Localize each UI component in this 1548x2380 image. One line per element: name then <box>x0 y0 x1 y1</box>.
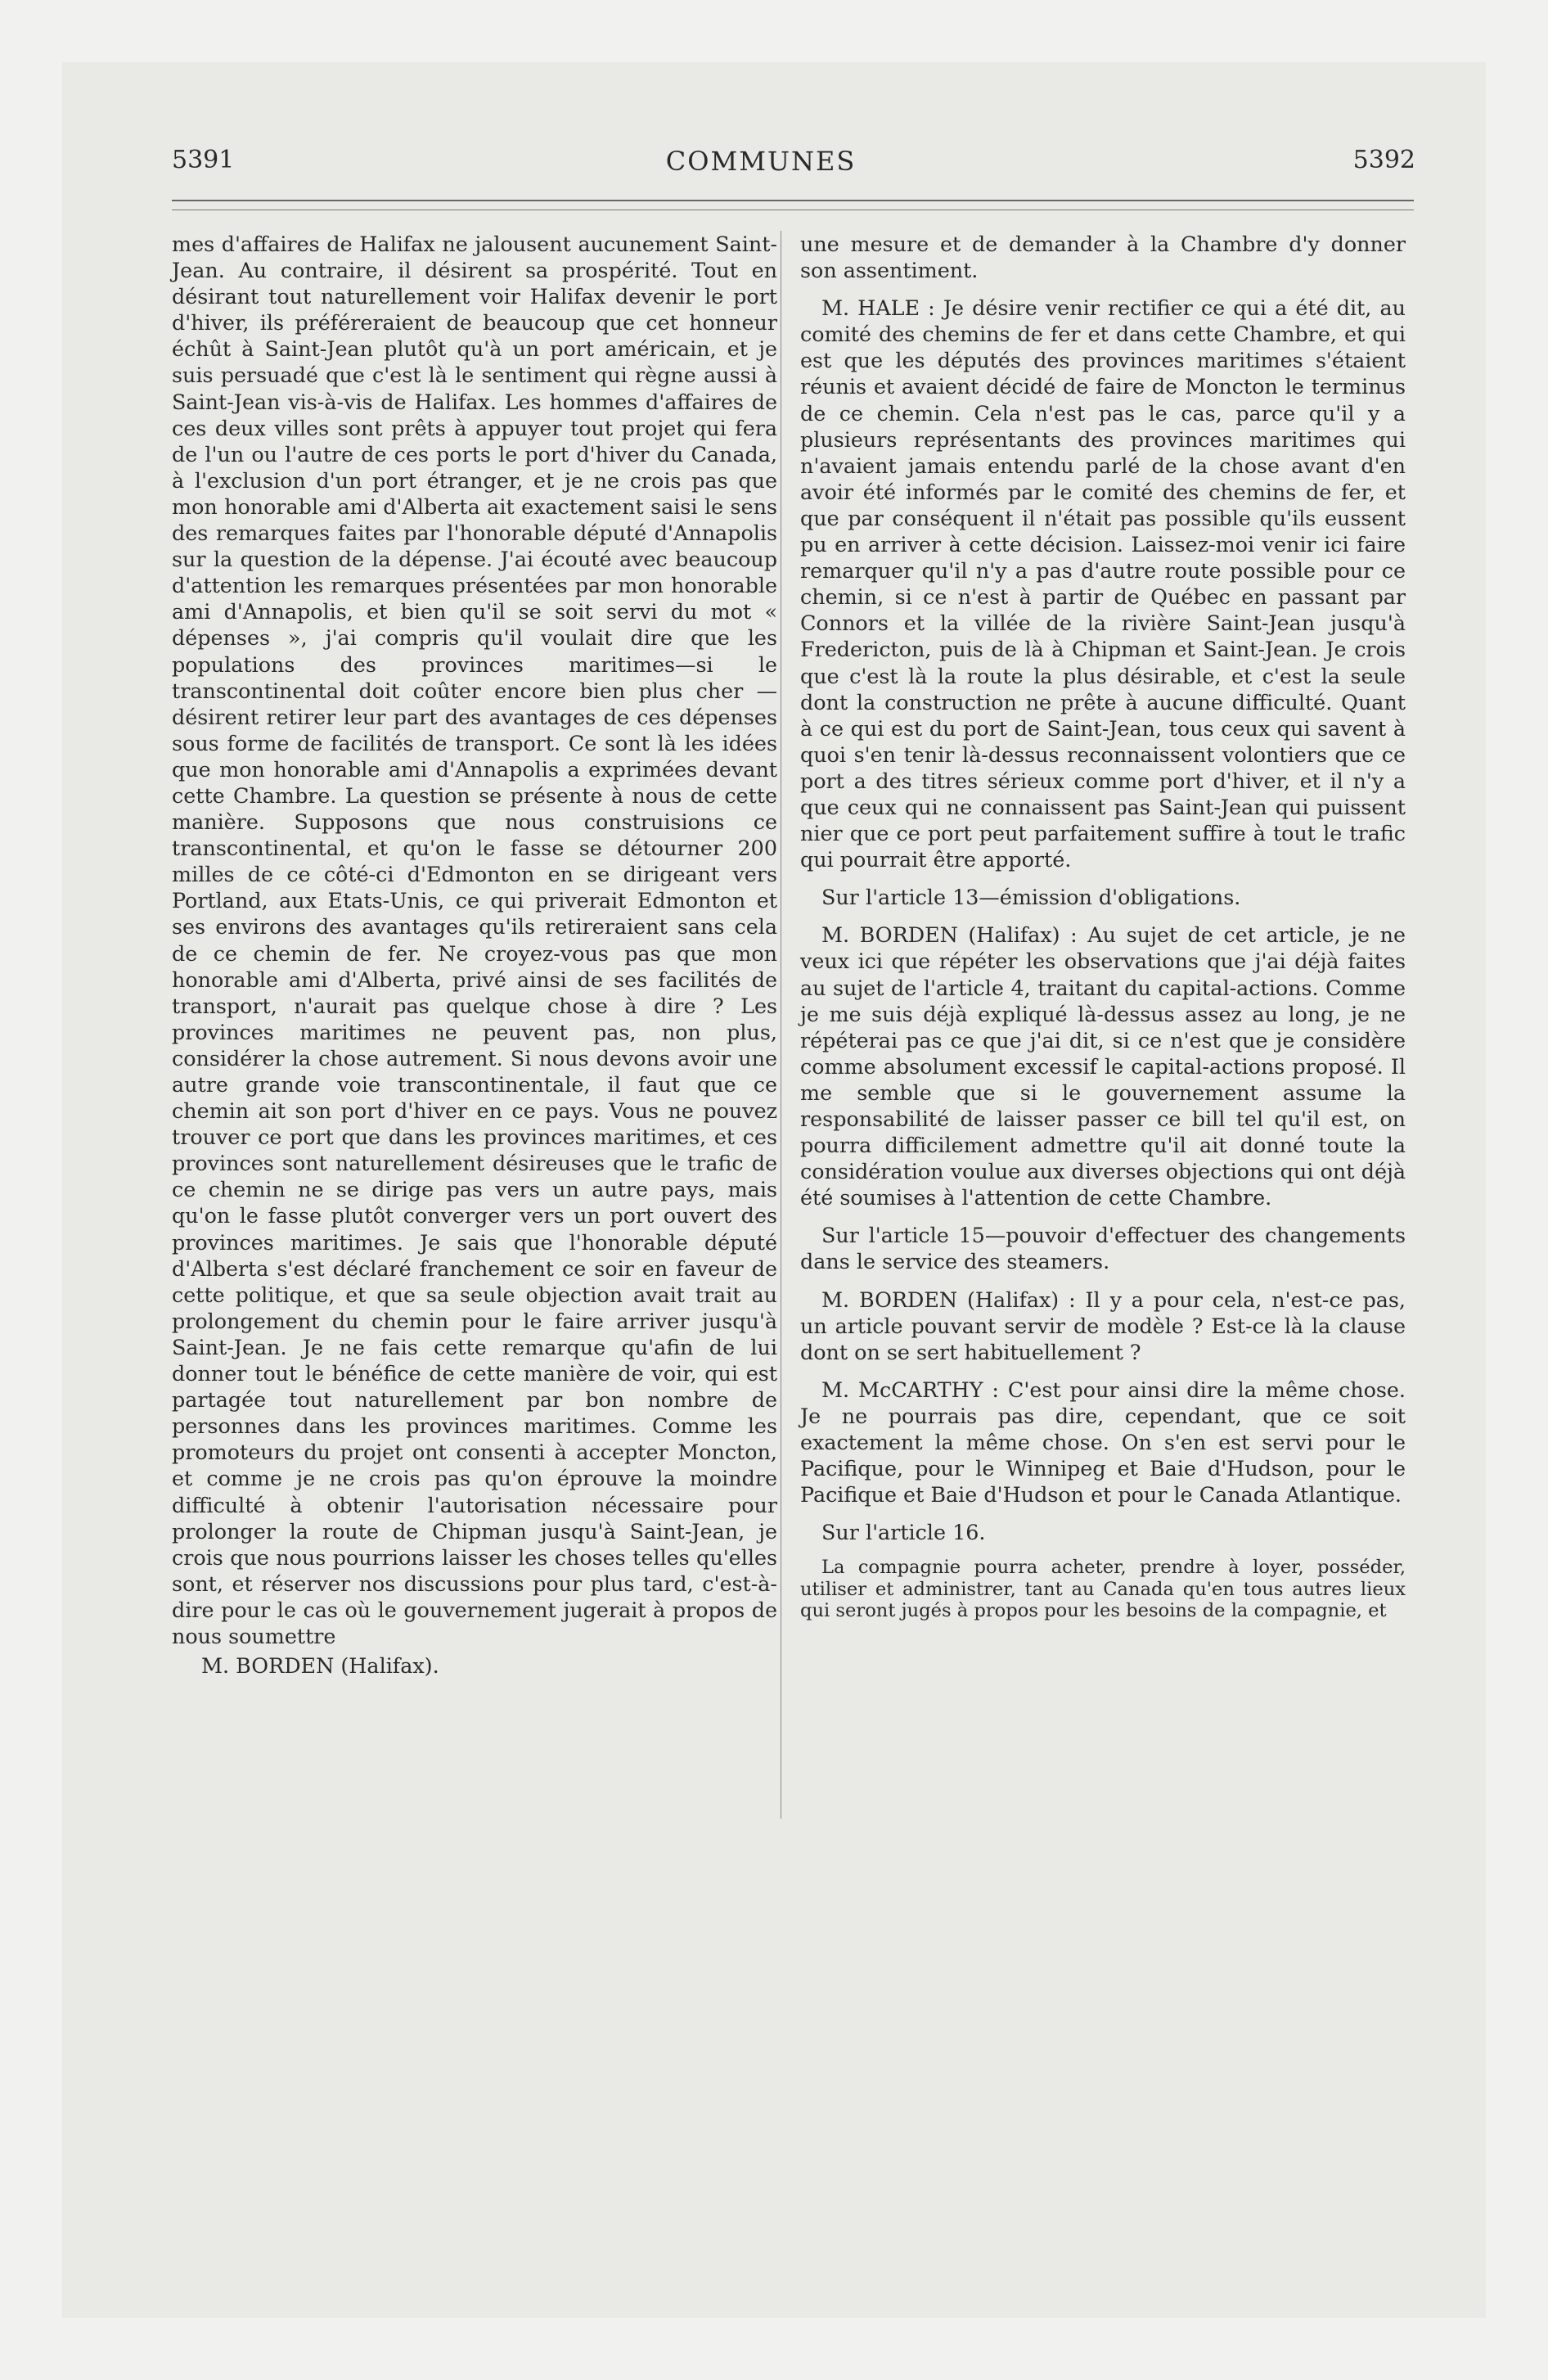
header-rule-thick <box>172 200 1414 201</box>
paragraph: M. HALE : Je désire venir rectifier ce qui a été dit, au comité des chemins de fer et dans cette Chambre, et qui est que les députés des provinces maritimes s'étaient réunis et avaient décidé de faire de Moncton le terminus de ce chemin. Cela n'est pas le cas, parce qu'il y a plusieurs représentants des provinces maritimes qui n'avaient jamais entendu parlé de la chose avant d'en avoir été informés par le comité des chemins de fer, et que par conséquent il n'était pas possible qu'ils eussent pu en arriver à cette décision. Laissez-moi venir ici faire remarquer qu'il n'y a pas d'autre route possible pour ce chemin, si ce n'est à partir de Québec en passant par Connors et la villée de la rivière Saint-Jean jusqu'à Fredericton, puis de là à Chipman et Saint-Jean. Je crois que c'est là la route la plus désirable, et c'est la seule dont la construction ne prête à aucune difficulté. Quant à ce qui est du port de Saint-Jean, tous ceux qui savent à quoi s'en tenir là-dessus reconnaissent volontiers que ce port a des titres sérieux comme port d'hiver, et il n'y a que ceux qui ne connaissent pas Saint-Jean qui puissent nier que ce port peut parfaitement suffire à tout le trafic qui pourrait être apporté. <box>800 295 1406 872</box>
paragraph: M. McCARTHY : C'est pour ainsi dire la même chose. Je ne pourrais pas dire, cependant, que ce soit exactement la même chose. On s'en est servi pour le Pacifique, pour le Winnipeg et Baie d'Hudson, pour le Pacifique et Baie d'Hudson et pour le Canada Atlantique. <box>800 1377 1406 1508</box>
paragraph: M. BORDEN (Halifax) : Au sujet de cet article, je ne veux ici que répéter les observations que j'ai déjà faites au sujet de l'article 4, traitant du capital-actions. Comme je me suis déjà expliqué là-dessus assez au long, je ne répéterai pas ce que j'ai dit, si ce n'est que je considère comme absolument excessif le capital-actions proposé. Il me semble que si le gouvernement assume la responsabilité de laisser passer ce bill tel qu'il est, on pourra difficilement admettre qu'il ait donné toute la considération voulue aux diverses objections qui ont déjà été soumises à l'attention de cette Chambre. <box>800 922 1406 1210</box>
section-heading: Sur l'article 16. <box>821 1520 986 1545</box>
paragraph: mes d'affaires de Halifax ne jalousent aucunement Saint-Jean. Au contraire, il désirent sa prospérité. Tout en désirant tout naturellement voir Halifax devenir le port d'hiver, ils préféreraient de beaucoup que cet honneur échût à Saint-Jean plutôt qu'à un port américain, et je suis persuadé que c'est là le sentiment qui règne aussi à Saint-Jean vis-à-vis de Halifax. Les hommes d'affaires de ces deux villes sont prêts à appuyer tout projet qui fera de l'un ou l'autre de ces ports le port d'hiver du Canada, à l'exclusion d'un port étranger, et je ne crois pas que mon honorable ami d'Alberta ait exactement saisi le sens des remarques faites par l'honorable député d'Annapolis sur la question de la dépense. J'ai écouté avec beaucoup d'attention les remarques présentées par mon honorable ami d'Annapolis, et bien qu'il se soit servi du mot « dépenses », j'ai compris qu'il voulait dire que les populations des provinces maritimes—si le transcontinental doit coûter encore bien plus cher —désirent retirer leur part des avantages de ces dépenses sous forme de facilités de transport. Ce sont là les idées que mon honorable ami d'Annapolis a exprimées devant cette Chambre. La question se présente à nous de cette manière. Supposons que nous construisions ce transcontinental, et qu'on le fasse se détourner 200 milles de ce côté-ci d'Edmonton en se dirigeant vers Portland, aux Etats-Unis, ce qui priverait Edmonton et ses environs des avantages qu'ils retireraient sans cela de ce chemin de fer. Ne croyez-vous pas que mon honorable ami d'Alberta, privé ainsi de ses facilités de transport, n'aurait pas quelque chose à dire ? Les provinces maritimes ne peuvent pas, non plus, considérer la chose autrement. Si nous devons avoir une autre grande voie transcontinentale, il faut que ce chemin ait son port d'hiver en ce pays. Vous ne pouvez trouver ce port que dans les provinces maritimes, et ces provinces sont naturellement désireuses que le trafic de ce chemin ne se dirige pas vers un autre pays, mais qu'on le fasse plutôt converger vers un port ouvert des provinces maritimes. Je sais que l'honorable député d'Alberta s'est déclaré franchement ce soir en faveur de cette politique, et que sa seule objection avait trait au prolongement du chemin pour le faire arriver jusqu'à Saint-Jean. Je ne fais cette remarque qu'afin de lui donner tout le bénéfice de cette manière de voir, qui est partagée tout naturellement par bon nombre de personnes dans les provinces maritimes. Comme les promoteurs du projet ont consenti à accepter Moncton, et comme je ne crois pas qu'on éprouve la moindre difficulté à obtenir l'autorisation nécessaire pour prolonger la route de Chipman jusqu'à Saint-Jean, je crois que nous pourrions laisser les choses telles qu'elles sont, et réserver nos discussions pour plus tard, c'est-à-dire pour le cas où le gouvernement jugerait à propos de nous soumettre <box>172 232 777 1648</box>
quoted-article: La compagnie pourra acheter, prendre à loyer, posséder, utiliser et administrer, tant au Canada qu'en tous autres lieux qui seront jugés à propos pour les besoins de la compagnie, et <box>800 1557 1406 1622</box>
page-number-right: 5392 <box>1352 146 1415 174</box>
right-column <box>800 231 1406 1622</box>
paragraph: une mesure et de demander à la Chambre d'y donner son assentiment. <box>800 232 1406 283</box>
page-header <box>106 139 1415 188</box>
section-heading: Sur l'article 15—pouvoir d'effectuer des changements dans le service des steamers. <box>800 1223 1406 1274</box>
paragraph: M. BORDEN (Halifax) : Il y a pour cela, n'est-ce pas, un article pouvant servir de modèle ? Est-ce là la clause dont on se sert habituellement ? <box>800 1287 1406 1364</box>
section-heading: Sur l'article 13—émission d'obligations. <box>821 885 1241 910</box>
page-number-left: 5391 <box>172 146 235 174</box>
page-title: COMMUNES <box>665 146 857 177</box>
left-column <box>172 231 777 1679</box>
speaker-line: M. BORDEN (Halifax). <box>201 1653 439 1679</box>
